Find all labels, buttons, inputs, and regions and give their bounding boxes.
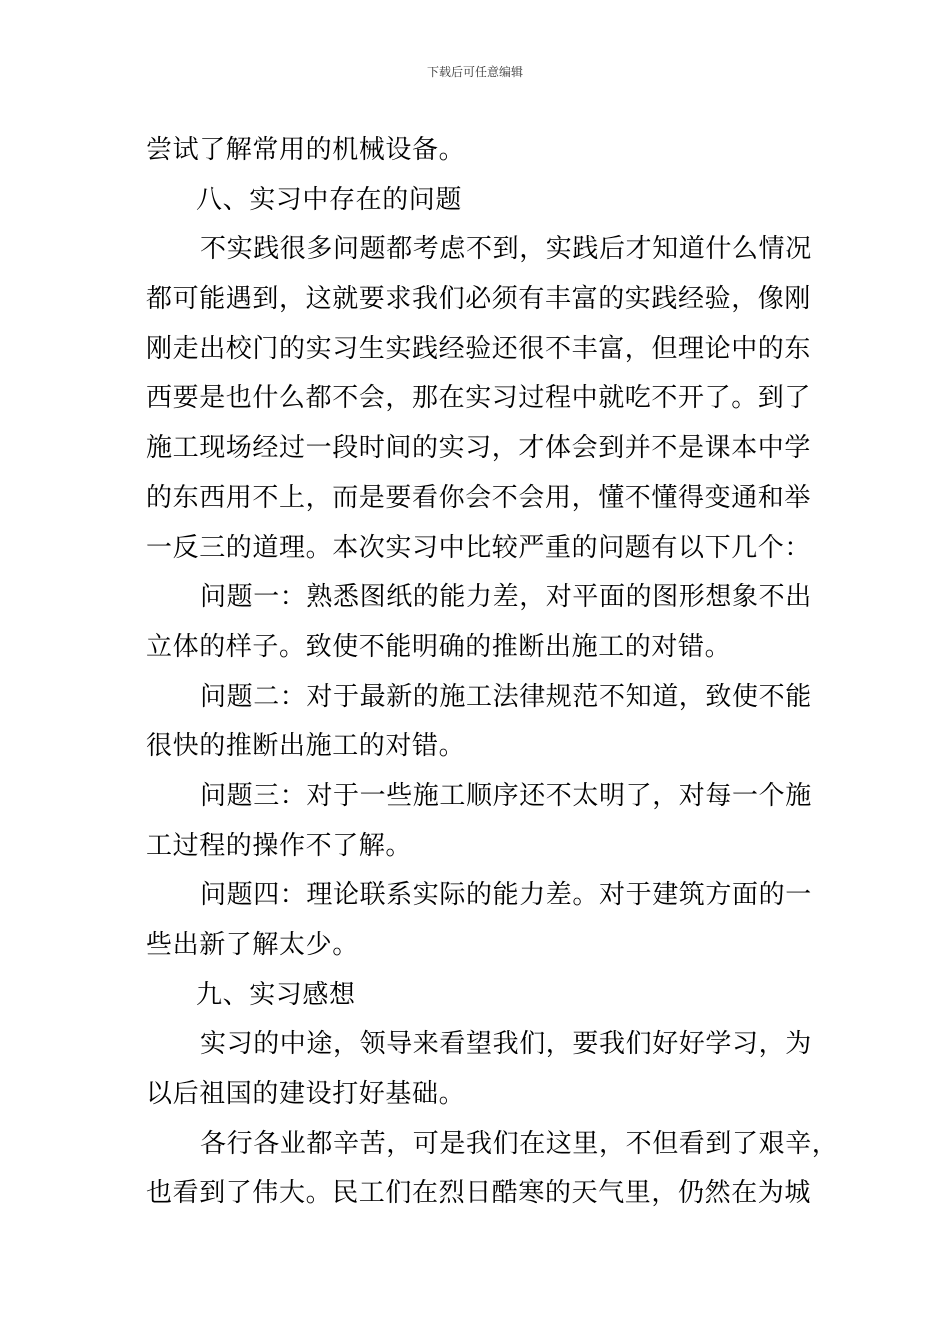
text-line: 问题三：对于一些施工顺序还不太明了，对每一个施 — [200, 780, 812, 811]
text-line: 都可能遇到，这就要求我们必须有丰富的实践经验，像刚 — [146, 284, 812, 315]
text-line: 问题一：熟悉图纸的能力差，对平面的图形想象不出 — [200, 582, 812, 613]
text-line: 立体的样子。致使不能明确的推断出施工的对错。 — [146, 631, 732, 662]
text-line: 刚走出校门的实习生实践经验还很不丰富，但理论中的东 — [146, 333, 812, 364]
text-line: 很快的推断出施工的对错。 — [146, 731, 466, 762]
text-line: 不实践很多问题都考虑不到，实践后才知道什么情况 — [200, 234, 812, 265]
text-line: 各行各业都辛苦，可是我们在这里，不但看到了艰辛， — [200, 1128, 839, 1159]
document-body — [146, 126, 839, 1219]
text-line: 问题四：理论联系实际的能力差。对于建筑方面的一 — [200, 880, 812, 911]
text-line: 一反三的道理。本次实习中比较严重的问题有以下几个： — [146, 532, 812, 563]
text-line: 以后祖国的建设打好基础。 — [146, 1079, 466, 1110]
text-line: 实习的中途，领导来看望我们，要我们好好学习，为 — [200, 1029, 812, 1060]
text-line: 问题二：对于最新的施工法律规范不知道，致使不能 — [200, 681, 812, 712]
section-heading: 九、实习感想 — [196, 979, 356, 1010]
text-line: 西要是也什么都不会，那在实习过程中就吃不开了。到了 — [146, 383, 812, 414]
section-heading: 八、实习中存在的问题 — [196, 184, 463, 215]
text-line: 施工现场经过一段时间的实习，才体会到并不是课本中学 — [146, 433, 812, 464]
page-header: 下载后可任意编辑 — [426, 65, 523, 79]
text-line: 也看到了伟大。民工们在烈日酷寒的天气里，仍然在为城 — [146, 1178, 812, 1209]
text-line: 些出新了解太少。 — [146, 930, 359, 960]
text-line: 尝试了解常用的机械设备。 — [146, 135, 466, 165]
text-line: 的东西用不上，而是要看你会不会用，懂不懂得变通和举 — [146, 482, 812, 513]
text-line: 工过程的操作不了解。 — [146, 830, 413, 861]
